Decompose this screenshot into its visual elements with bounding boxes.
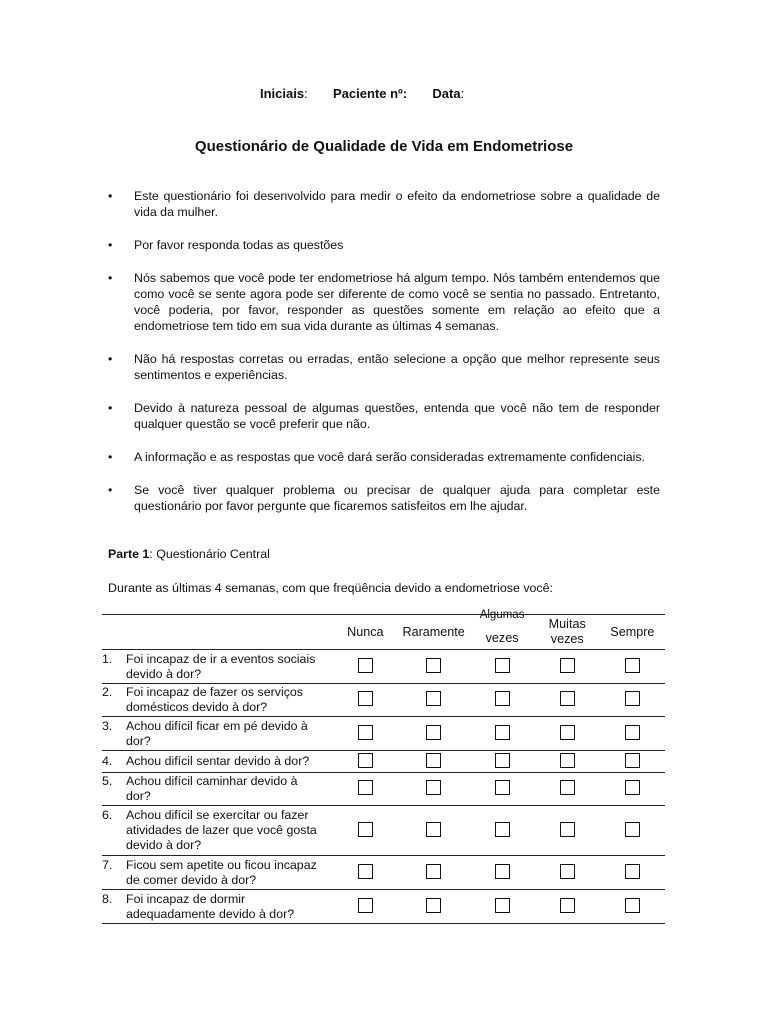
table-row <box>102 773 665 806</box>
bullet-item: • Devido à natureza pessoal de algumas questões, entenda que você não tem de responder qualquer questão se você preferir que não. <box>108 401 660 431</box>
checkbox-nunca[interactable] <box>358 753 373 768</box>
table-header-row <box>102 615 665 650</box>
checkbox-raramente[interactable] <box>426 864 441 879</box>
table-row <box>102 806 665 856</box>
checkbox-nunca[interactable] <box>358 725 373 740</box>
question-text: Achou difícil se exercitar ou fazer atividades de lazer que você gosta devido à dor? <box>126 808 317 852</box>
bullet-icon: • <box>108 483 113 497</box>
checkbox-muitas[interactable] <box>560 658 575 673</box>
checkbox-algumas[interactable] <box>495 753 510 768</box>
bullet-icon: • <box>108 189 113 203</box>
checkbox-nunca[interactable] <box>358 658 373 673</box>
table-row <box>102 890 665 924</box>
checkbox-raramente[interactable] <box>426 780 441 795</box>
data-label: Data <box>432 86 461 101</box>
instructions-list <box>108 188 660 531</box>
question-text: Achou difícil caminhar devido à dor? <box>126 774 298 803</box>
checkbox-muitas[interactable] <box>560 725 575 740</box>
checkbox-raramente[interactable] <box>426 691 441 706</box>
form-header: Iniciais: Paciente nº: Data: <box>260 86 465 101</box>
option-header-algumas: Algumas vezes <box>469 615 534 650</box>
checkbox-algumas[interactable] <box>495 864 510 879</box>
checkbox-algumas[interactable] <box>495 725 510 740</box>
table-row <box>102 751 665 773</box>
table-row <box>102 650 665 684</box>
checkbox-raramente[interactable] <box>426 753 441 768</box>
page-title: Questionário de Qualidade de Vida em Endometriose <box>194 138 574 155</box>
questionnaire-table <box>102 609 665 924</box>
question-text: Ficou sem apetite ou ficou incapaz de comer devido à dor? <box>126 857 317 887</box>
bullet-icon: • <box>108 271 113 285</box>
checkbox-sempre[interactable] <box>625 658 640 673</box>
bullet-item: • Não há respostas corretas ou erradas, então selecione a opção que melhor represente seus sentimentos e experiências. <box>108 352 660 382</box>
checkbox-muitas[interactable] <box>560 691 575 706</box>
table-row <box>102 717 665 751</box>
question-text: Foi incapaz de ir a eventos sociais devido à dor? <box>126 651 316 681</box>
part-name: Questionário Central <box>156 547 270 561</box>
checkbox-raramente[interactable] <box>426 725 441 740</box>
question-intro: Durante as últimas 4 semanas, com que freqüência devido a endometriose você: <box>108 581 553 595</box>
option-header-raramente: Raramente <box>398 615 470 650</box>
bullet-icon: • <box>108 238 113 252</box>
question-text: Achou difícil ficar em pé devido à dor? <box>126 718 308 748</box>
checkbox-algumas[interactable] <box>495 691 510 706</box>
part-heading: Parte 1: Questionário Central <box>108 547 270 561</box>
question-number: 1. <box>102 651 113 666</box>
bullet-icon: • <box>108 352 113 366</box>
checkbox-muitas[interactable] <box>560 780 575 795</box>
checkbox-nunca[interactable] <box>358 780 373 795</box>
bullet-icon: • <box>108 450 113 464</box>
bullet-item: • Nós sabemos que você pode ter endometriose há algum tempo. Nós também entendemos que como você se sente agora pode ser diferente de como você se sentia no passado. Entretanto, você poderia, por favor, responder as questões somente em relação ao efeito que a endometriose tem tido em sua vida durante as últimas 4 semanas. <box>108 271 660 333</box>
option-header-muitas: Muitas vezes <box>535 615 600 650</box>
table-row <box>102 856 665 890</box>
question-number: 3. <box>102 718 113 733</box>
bullet-icon: • <box>108 401 113 415</box>
checkbox-raramente[interactable] <box>426 658 441 673</box>
option-header-sempre: Sempre <box>600 615 665 650</box>
checkbox-algumas[interactable] <box>495 780 510 795</box>
checkbox-muitas[interactable] <box>560 822 575 837</box>
checkbox-nunca[interactable] <box>358 822 373 837</box>
question-number: 5. <box>102 774 113 788</box>
bullet-item: • Se você tiver qualquer problema ou precisar de qualquer ajuda para completar este questionário por favor pergunte que ficaremos satisfeitos em lhe ajudar. <box>108 483 660 513</box>
question-number: 7. <box>102 857 113 872</box>
question-number: 6. <box>102 808 113 822</box>
table-row <box>102 684 665 717</box>
checkbox-sempre[interactable] <box>625 725 640 740</box>
checkbox-sempre[interactable] <box>625 898 640 913</box>
checkbox-sempre[interactable] <box>625 864 640 879</box>
checkbox-muitas[interactable] <box>560 864 575 879</box>
bullet-item: • A informação e as respostas que você dará serão consideradas extremamente confidenciais. <box>108 450 646 464</box>
checkbox-raramente[interactable] <box>426 898 441 913</box>
question-number: 4. <box>102 754 113 768</box>
bullet-item: • Por favor responda todas as questões <box>108 238 344 252</box>
option-header-nunca: Nunca <box>333 615 398 650</box>
checkbox-muitas[interactable] <box>560 898 575 913</box>
checkbox-sempre[interactable] <box>625 822 640 837</box>
checkbox-nunca[interactable] <box>358 898 373 913</box>
question-text: Achou difícil sentar devido à dor? <box>126 754 310 768</box>
paciente-label: Paciente nº: <box>332 86 408 101</box>
checkbox-sempre[interactable] <box>625 691 640 706</box>
checkbox-muitas[interactable] <box>560 753 575 768</box>
question-text: Foi incapaz de fazer os serviços domésticos devido à dor? <box>126 685 303 714</box>
checkbox-nunca[interactable] <box>358 691 373 706</box>
checkbox-raramente[interactable] <box>426 822 441 837</box>
checkbox-algumas[interactable] <box>495 898 510 913</box>
checkbox-sempre[interactable] <box>625 780 640 795</box>
question-number: 8. <box>102 891 113 906</box>
checkbox-nunca[interactable] <box>358 864 373 879</box>
checkbox-algumas[interactable] <box>495 822 510 837</box>
question-text: Foi incapaz de dormir adequadamente devido à dor? <box>126 891 295 921</box>
checkbox-algumas[interactable] <box>495 658 510 673</box>
bullet-item: • Este questionário foi desenvolvido para medir o efeito da endometriose sobre a qualidade de vida da mulher. <box>108 189 660 219</box>
checkbox-sempre[interactable] <box>625 753 640 768</box>
question-number: 2. <box>102 685 113 699</box>
part-label: Parte 1 <box>108 547 150 561</box>
iniciais-label: Iniciais <box>260 86 305 101</box>
